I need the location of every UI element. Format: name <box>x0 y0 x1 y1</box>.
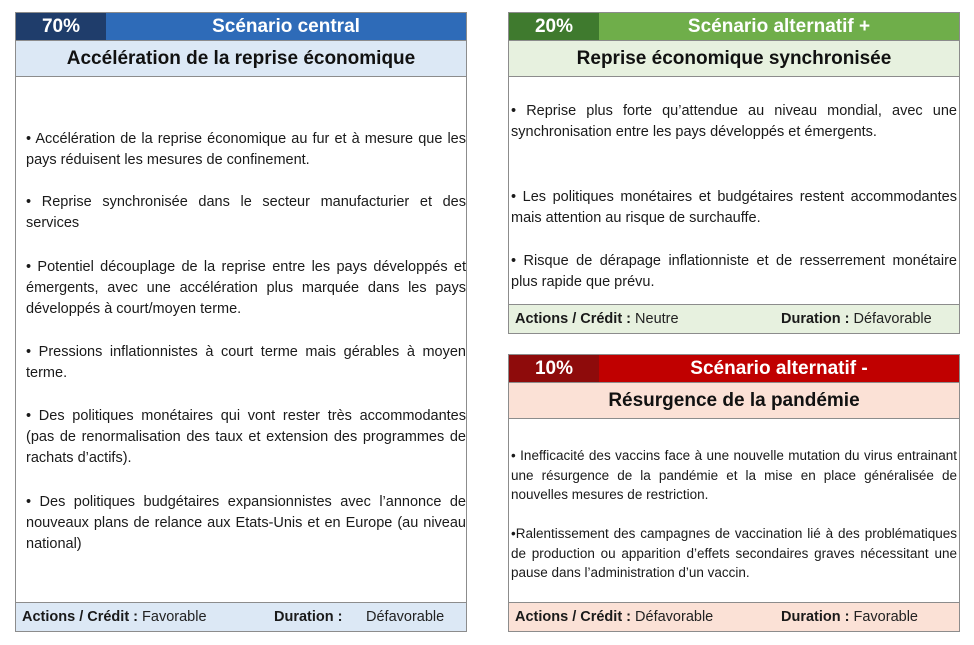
alt-minus-actions <box>515 609 713 625</box>
duration-value: Défavorable <box>853 311 932 327</box>
central-bullet: • Reprise synchronisée dans le secteur manufacturier et des services <box>26 194 466 231</box>
alt-plus-title: Scénario alternatif + <box>599 13 959 40</box>
alt-plus-bullet: • Reprise plus forte qu’attendue au niveau mondial, avec une synchronisation entre les pays développés et émergents. <box>511 103 957 140</box>
central-bullet: • Potentiel découplage de la reprise entre les pays développés et émergents, avec une accélération plus marquée dans les pays développés à court/moyen terme. <box>26 259 466 317</box>
actions-label: Actions / Crédit : <box>515 311 632 327</box>
alt-minus-header <box>509 355 959 382</box>
alt-minus-scenario-card <box>508 354 960 632</box>
duration-label: Duration : <box>781 311 850 327</box>
alt-plus-scenario-card <box>508 12 960 334</box>
duration-label-wrap <box>274 609 342 625</box>
actions-value: Défavorable <box>635 609 714 625</box>
actions-label: Actions / Crédit : <box>22 609 139 625</box>
alt-minus-probability: 10% <box>509 355 599 382</box>
central-bullet: • Des politiques monétaires qui vont rester très accommodantes (pas de renormalisation des taux et extension des programmes de rachats d’actifs). <box>26 408 466 466</box>
actions-value: Neutre <box>635 311 679 327</box>
actions-value: Favorable <box>142 609 207 625</box>
central-header <box>16 13 466 40</box>
actions-label: Actions / Crédit : <box>515 609 632 625</box>
alt-minus-title: Scénario alternatif - <box>599 355 959 382</box>
central-footer <box>16 602 466 631</box>
alt-minus-bullet: •Ralentissement des campagnes de vaccination lié à des problématiques de production ou apparition d’effets secondaires graves nécessitant une pause dans l’administration d’un vaccin. <box>511 526 957 580</box>
central-title: Scénario central <box>106 13 466 40</box>
alt-minus-bullet: • Inefficacité des vaccins face à une nouvelle mutation du virus entrainant une résurgence de la pandémie et la mise en place généralisée de nouvelles mesures de restriction. <box>511 448 957 502</box>
central-bullet: • Des politiques budgétaires expansionnistes avec l’annonce de nouveaux plans de relance aux Etats-Unis et en Europe (au niveau national) <box>26 494 466 552</box>
alt-minus-footer <box>509 602 959 631</box>
alt-minus-subtitle: Résurgence de la pandémie <box>509 382 959 419</box>
alt-plus-subtitle: Reprise économique synchronisée <box>509 40 959 77</box>
alt-plus-footer <box>509 304 959 333</box>
central-actions <box>22 609 207 625</box>
duration-label: Duration : <box>274 609 343 625</box>
central-scenario-card <box>15 12 467 632</box>
central-bullet: • Pressions inflationnistes à court terme mais gérables à moyen terme. <box>26 344 466 381</box>
duration-value: Défavorable <box>366 609 445 625</box>
alt-plus-bullet: • Les politiques monétaires et budgétaires restent accommodantes mais attention au risque de surchauffe. <box>511 189 957 226</box>
central-bullet: • Accélération de la reprise économique au fur et à mesure que les pays réduisent les mesures de confinement. <box>26 131 466 168</box>
alt-minus-duration <box>781 609 918 625</box>
alt-plus-header <box>509 13 959 40</box>
alt-plus-actions <box>515 311 679 327</box>
central-probability: 70% <box>16 13 106 40</box>
alt-plus-probability: 20% <box>509 13 599 40</box>
central-subtitle: Accélération de la reprise économique <box>16 40 466 77</box>
alt-plus-duration <box>781 311 932 327</box>
duration-label: Duration : <box>781 609 850 625</box>
duration-value: Favorable <box>853 609 918 625</box>
alt-plus-bullet: • Risque de dérapage inflationniste et de resserrement monétaire plus rapide que prévu. <box>511 253 957 290</box>
